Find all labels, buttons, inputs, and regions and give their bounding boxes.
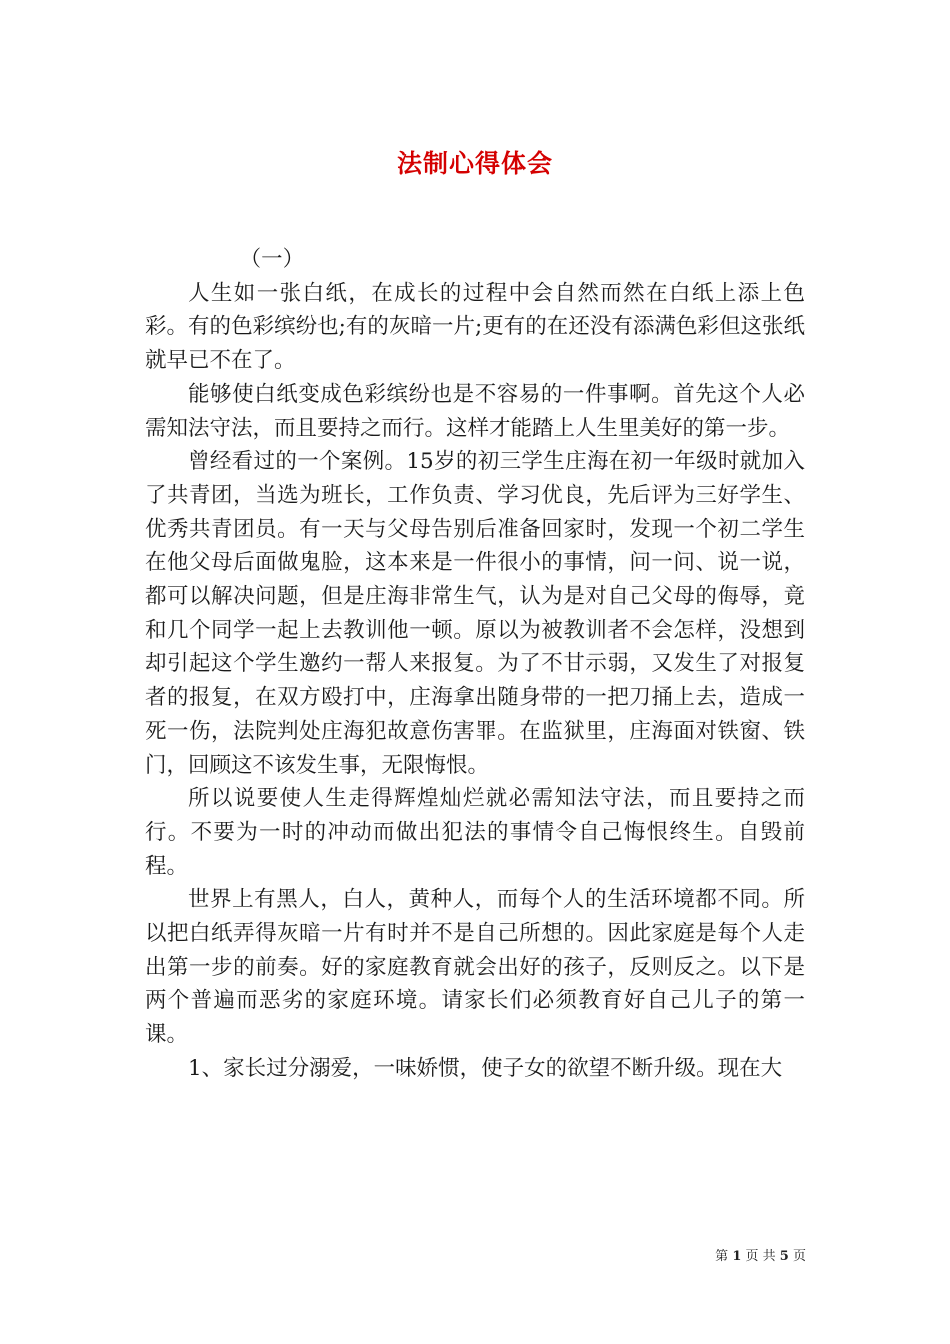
paragraph-1: 人生如一张白纸，在成长的过程中会自然而然在白纸上添上色彩。有的色彩缤纷也;有的灰暗一片;更有的在还没有添满色彩但这张纸就早已不在了。 [145,280,805,374]
paragraph-5: 世界上有黑人，白人，黄种人，而每个人的生活环境都不同。所以把白纸弄得灰暗一片有时并不是自己所想的。因此家庭是每个人走出第一步的前奏。好的家庭教育就会出好的孩子，反则反之。以下是两个普遍而恶劣的家庭环境。请家长们必须教育好自己儿子的第一课。 [145,887,805,1048]
footer-suffix: 页 [792,1249,806,1264]
paragraph-2: 能够使白纸变成色彩缤纷也是不容易的一件事啊。首先这个人必需知法守法，而且要持之而行。这样才能踏上人生里美好的第一步。 [145,381,805,441]
paragraph-4: 所以说要使人生走得辉煌灿烂就必需知法守法，而且要持之而行。不要为一时的冲动而做出犯法的事情令自己悔恨终生。自毁前程。 [145,786,805,879]
section-mark: （一） [239,247,305,272]
footer-total-pages: 5 [779,1249,789,1264]
page-footer [715,1248,806,1266]
document-body [145,243,805,1086]
paragraph-3: 曾经看过的一个案例。15岁的初三学生庄海在初一年级时就加入了共青团，当选为班长，工作负责、学习优良，先后评为三好学生、优秀共青团员。有一天与父母告别后准备回家时，发现一个初二学生在他父母后面做鬼脸，这本来是一件很小的事情，问一问、说一说，都可以解决问题，但是庄海非常生气，认为是对自己父母的侮辱，竟和几个同学一起上去教训他一顿。原以为被教训者不会怎样，没想到却引起这个学生邀约一帮人来报复。为了不甘示弱，又发生了对报复者的报复，在双方殴打中，庄海拿出随身带的一把刀捅上去，造成一死一伤，法院判处庄海犯故意伤害罪。在监狱里，庄海面对铁窗、铁门，回顾这不该发生事，无限悔恨。 [145,449,805,778]
paragraph-6: 1、家长过分溺爱，一味娇惯，使子女的欲望不断升级。现在大 [188,1055,783,1081]
footer-middle: 页 共 [745,1249,776,1264]
document-title: 法制心得体会 [396,148,553,178]
footer-page-number: 1 [732,1249,742,1264]
footer-prefix: 第 [715,1249,729,1264]
